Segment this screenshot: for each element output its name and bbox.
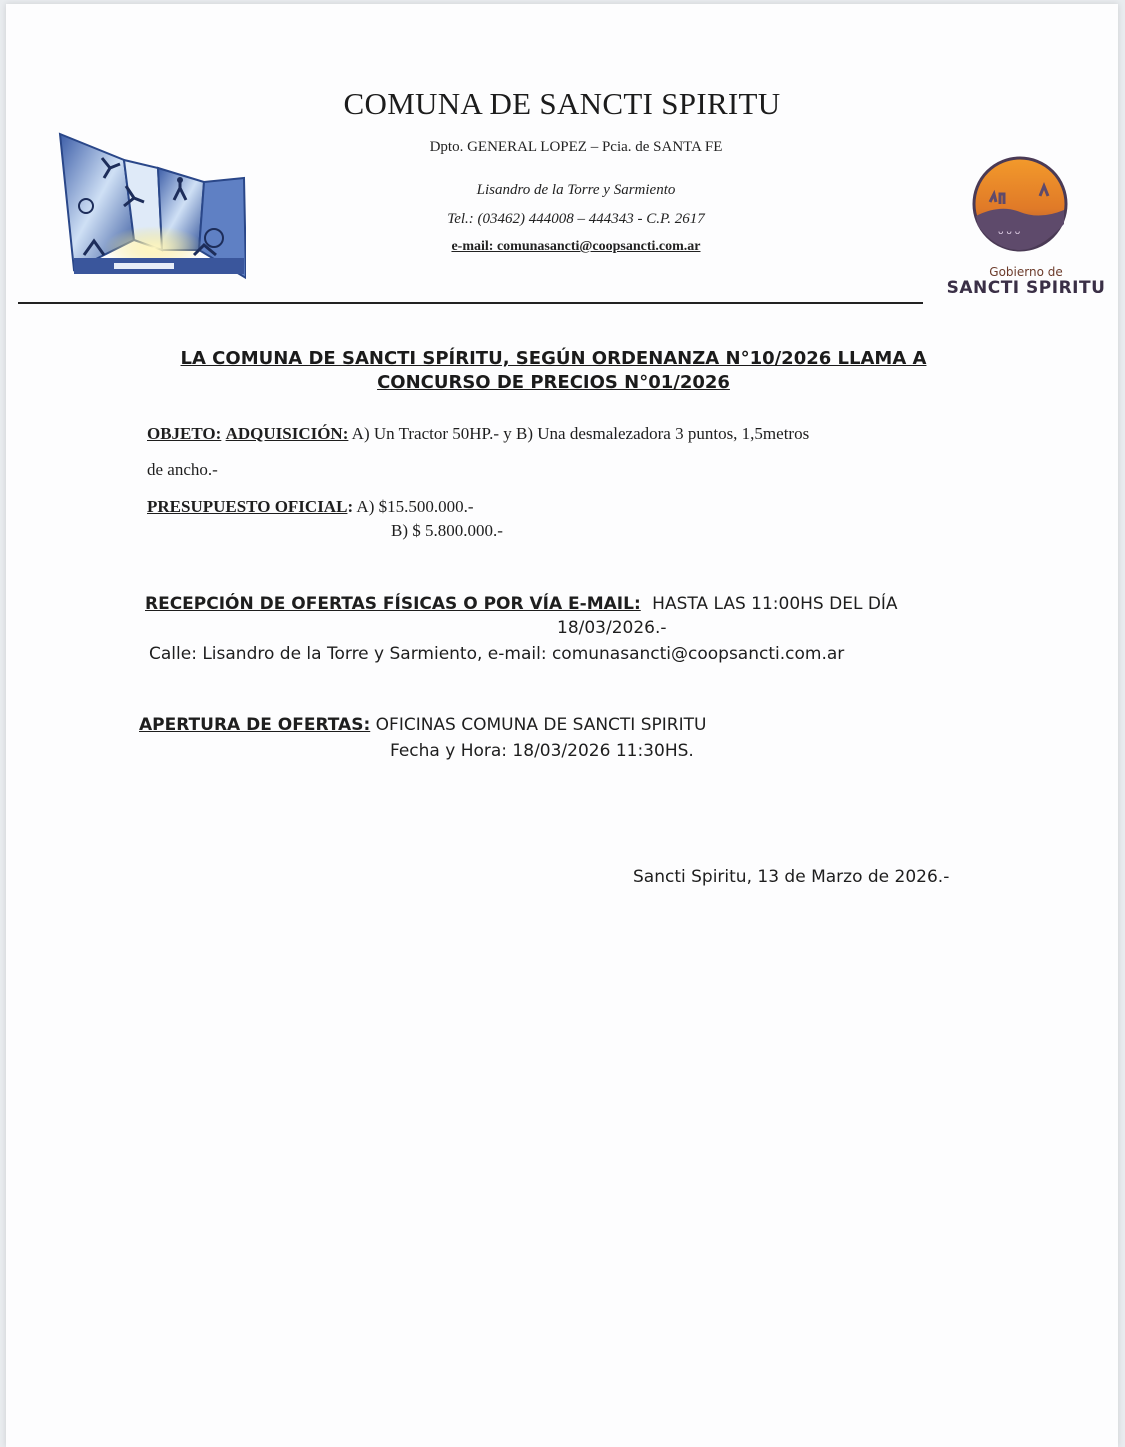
adquisicion-label: ADQUISICIÓN: (225, 424, 349, 443)
org-title: COMUNA DE SANCTI SPIRITU (343, 86, 781, 121)
recepcion-line (145, 594, 898, 614)
document-page (6, 4, 1118, 1447)
recepcion-text: HASTA LAS 11:00HS DEL DÍA (652, 594, 898, 614)
recepcion-label: RECEPCIÓN DE OFERTAS FÍSICAS O POR VÍA E-MAIL: (145, 594, 641, 614)
closing-place-date: Sancti Spiritu, 13 de Marzo de 2026.- (633, 867, 950, 887)
objeto-text: A) Un Tractor 50HP.- y B) Una desmalezadora 3 puntos, 1,5metros (348, 424, 810, 443)
department-line: Dpto. GENERAL LOPEZ – Pcia. de SANTA FE (429, 139, 723, 155)
presupuesto-label: PRESUPUESTO OFICIAL (147, 497, 348, 516)
presupuesto-a: A) $15.500.000.- (353, 497, 474, 516)
recepcion-address-email: Calle: Lisandro de la Torre y Sarmiento, e-mail: comunasancti@coopsancti.com.ar (149, 644, 845, 664)
presupuesto-b: B) $ 5.800.000.- (391, 521, 503, 540)
objeto-label: OBJETO: (147, 424, 222, 443)
header-divider (18, 302, 923, 304)
sancti-spiritu-sunset-logo-icon (970, 154, 1070, 254)
recepcion-date: 18/03/2026.- (557, 618, 667, 638)
presupuesto-colon: : (347, 497, 354, 516)
gobierno-label: Gobierno de (989, 265, 1063, 279)
apertura-fecha: Fecha y Hora: 18/03/2026 11:30HS. (390, 741, 694, 761)
apertura-line (139, 715, 706, 735)
objeto-line (147, 424, 809, 444)
notice-heading-line-1: LA COMUNA DE SANCTI SPÍRITU, SEGÚN ORDENANZA N°10/2026 LLAMA A (180, 348, 927, 369)
apertura-label: APERTURA DE OFERTAS: (139, 715, 371, 735)
header-email: e-mail: comunasancti@coopsancti.com.ar (451, 239, 701, 254)
svg-text:ᴗ ᴗ ᴗ: ᴗ ᴗ ᴗ (998, 227, 1021, 237)
sancti-spiritu-logo-text: SANCTI SPIRITU (946, 278, 1106, 298)
apertura-text: OFICINAS COMUNA DE SANCTI SPIRITU (370, 715, 707, 735)
objeto-text-continued: de ancho.- (147, 460, 218, 479)
presupuesto-line (147, 497, 474, 517)
notice-heading-line-2: CONCURSO DE PRECIOS N°01/2026 (377, 372, 730, 393)
address-line: Lisandro de la Torre y Sarmiento (476, 182, 676, 198)
phone-line: Tel.: (03462) 444008 – 444343 - C.P. 2617 (447, 211, 705, 227)
